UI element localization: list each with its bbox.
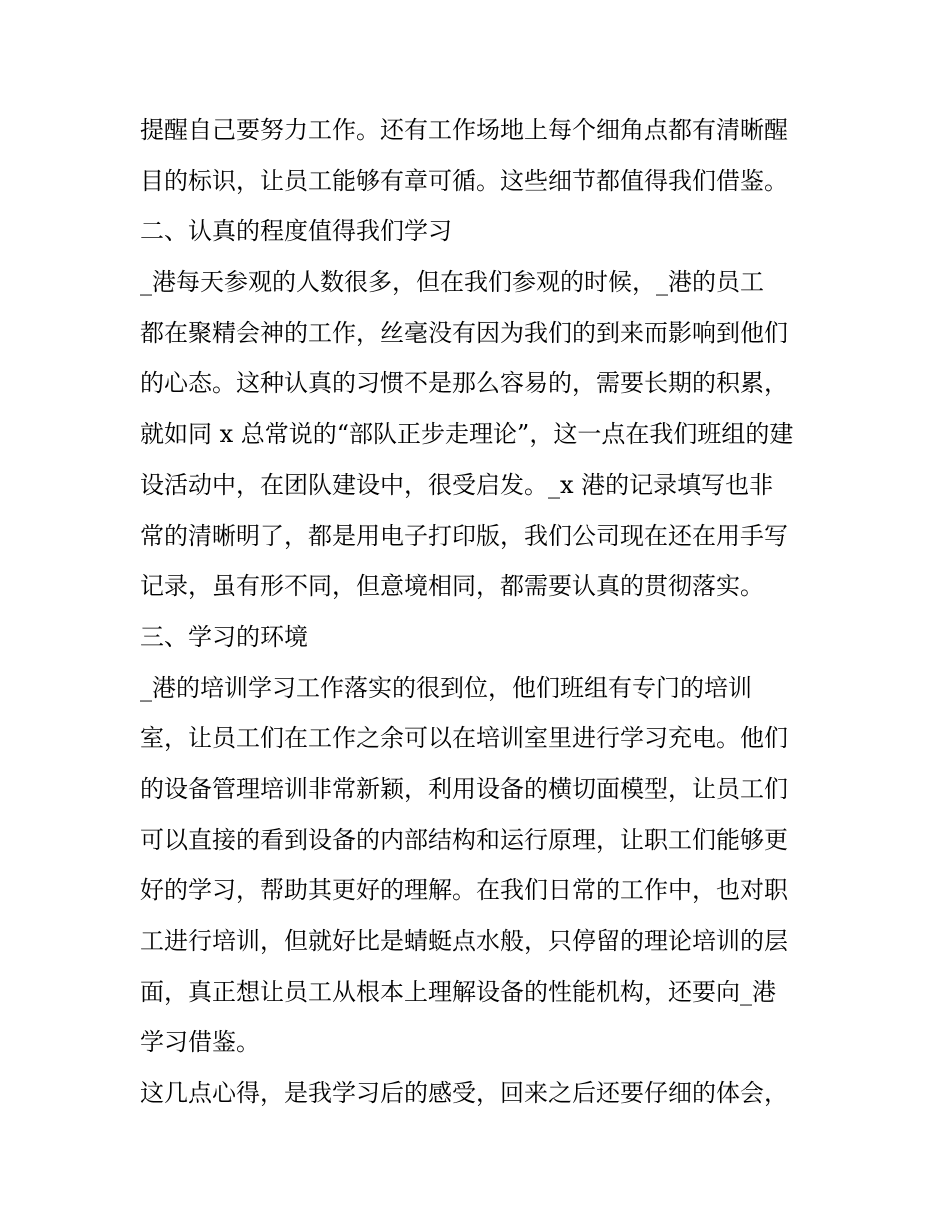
text-line: 工进行培训，但就好比是蜻蜓点水般，只停留的理论培训的层 (140, 927, 788, 955)
text-line: 提醒自己要努力工作。还有工作场地上每个细角点都有清晰醒 (140, 116, 788, 144)
text-line: 常的清晰明了，都是用电子打印版，我们公司现在还在用手写 (140, 521, 788, 550)
text-line: 记录，虽有形不同，但意境相同，都需要认真的贯彻落实。 (140, 572, 764, 601)
text-line: 可以直接的看到设备的内部结构和运行原理，让职工们能够更 (140, 825, 788, 854)
text-line: 都在聚精会神的工作，丝毫没有因为我们的到来而影响到他们 (140, 318, 788, 347)
text-line: 就如同 x 总常说的“部队正步走理论”，这一点在我们班组的建 (140, 420, 794, 449)
text-line: 的心态。这种认真的习惯不是那么容易的，需要长期的积累， (140, 369, 788, 398)
text-line: 面，真正想让员工从根本上理解设备的性能机构，还要向_港 (140, 977, 776, 1006)
text-line: 好的学习，帮助其更好的理解。在我们日常的工作中，也对职 (140, 876, 788, 905)
section-heading: 二、认真的程度值得我们学习 (140, 217, 452, 246)
document-body (140, 105, 830, 1119)
text-line: 的设备管理培训非常新颖，利用设备的横切面模型，让员工们 (140, 774, 788, 803)
text-line: 设活动中，在团队建设中，很受启发。_x 港的记录填写也非 (140, 470, 774, 499)
text-line: 目的标识，让员工能够有章可循。这些细节都值得我们借鉴。 (140, 166, 788, 195)
text-line: 这几点心得，是我学习后的感受，回来之后还要仔细的体会， (140, 1079, 788, 1108)
section-heading: 三、学习的环境 (140, 622, 308, 651)
text-line: 室，让员工们在工作之余可以在培训室里进行学习充电。他们 (140, 724, 788, 753)
text-line: _港的培训学习工作落实的很到位，他们班组有专门的培训 (140, 673, 752, 702)
text-line: 学习借鉴。 (140, 1028, 260, 1057)
text-line: _港每天参观的人数很多，但在我们参观的时候，_港的员工 (140, 268, 764, 297)
